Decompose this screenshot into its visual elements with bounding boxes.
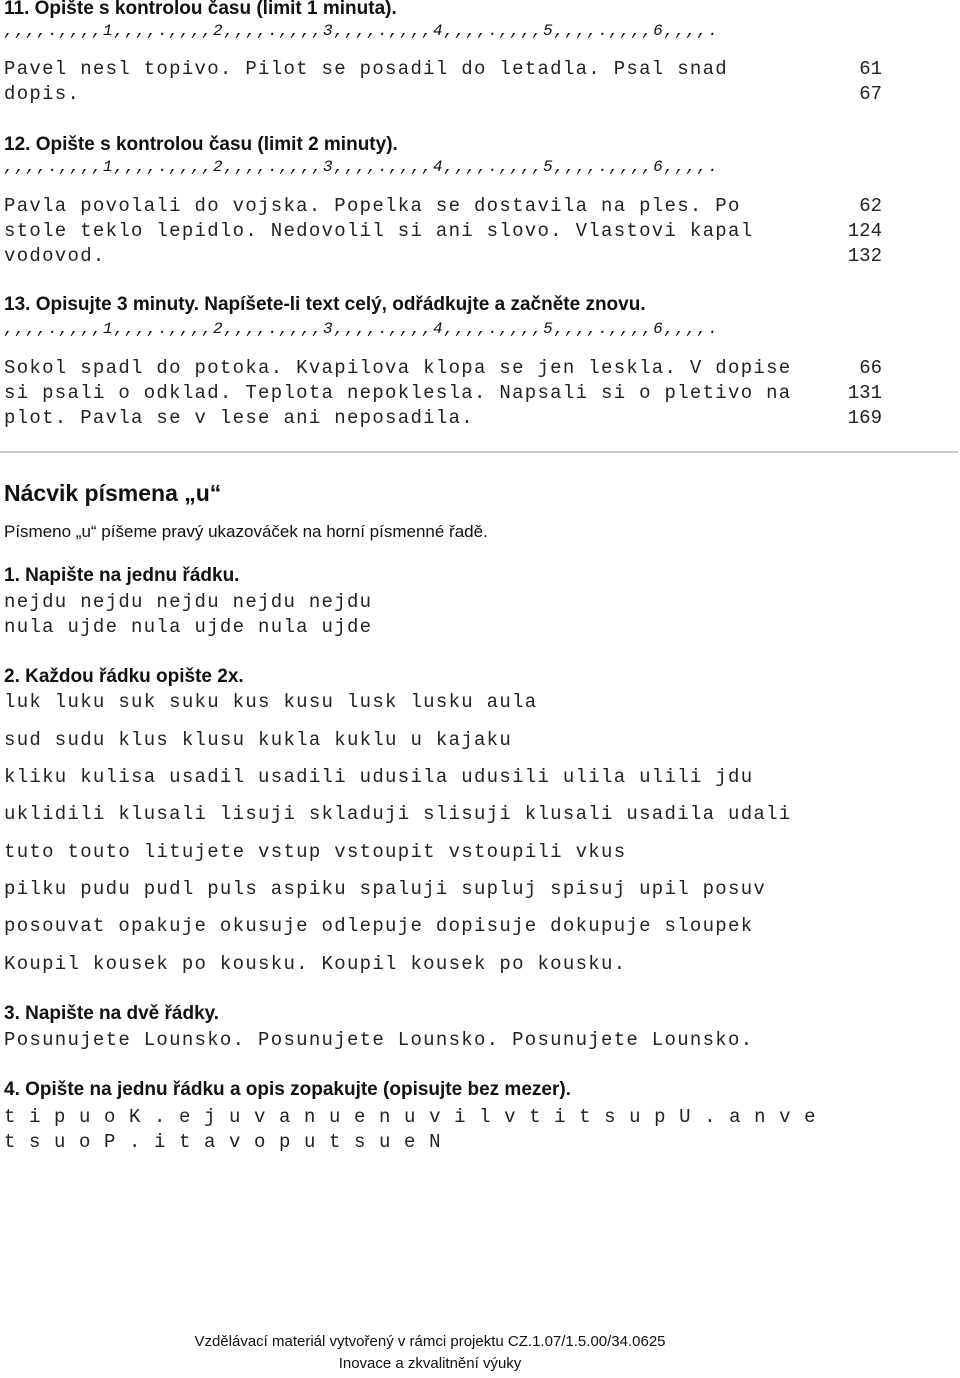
character-count: 132 [847, 245, 882, 267]
practice-line: Koupil kousek po kousku. Koupil kousek po kousku. [4, 953, 627, 975]
exercise-13-heading: 13. Opisujte 3 minuty. Napíšete-li text celý, odřádkujte a začněte znovu. [4, 294, 646, 315]
practice-line: posouvat opakuje okusuje odlepuje dopisuje dokupuje sloupek [4, 915, 754, 937]
character-count: 62 [859, 195, 882, 217]
character-ruler: ,,,,.,,,,1,,,,.,,,,2,,,,.,,,,3,,,,.,,,,4,,,,.,,,,5,,,,.,,,,6,,,,. [4, 158, 720, 176]
task-2-heading: 2. Každou řádku opište 2x. [4, 666, 244, 687]
text-line: plot. Pavla se v lese ani neposadila. [4, 407, 474, 429]
practice-line: t s u o P . i t a v o p u t s u e N [4, 1131, 442, 1153]
character-ruler: ,,,,.,,,,1,,,,.,,,,2,,,,.,,,,3,,,,.,,,,4,,,,.,,,,5,,,,.,,,,6,,,,. [4, 320, 720, 338]
practice-line: pilku pudu pudl puls aspiku spaluji supluj spisuj upil posuv [4, 878, 767, 900]
character-count: 169 [847, 407, 882, 429]
character-ruler: ,,,,.,,,,1,,,,.,,,,2,,,,.,,,,3,,,,.,,,,4,,,,.,,,,5,,,,.,,,,6,,,,. [4, 22, 720, 40]
footer-subtitle-line: Inovace a zkvalitnění výuky [338, 1355, 522, 1372]
task-1-heading: 1. Napište na jednu řádku. [4, 565, 240, 586]
character-count: 131 [847, 382, 882, 404]
text-line: Pavla povolali do vojska. Popelka se dostavila na ples. Po [4, 195, 741, 217]
footer-project-line: Vzdělávací materiál vytvořený v rámci projektu CZ.1.07/1.5.00/34.0625 [194, 1333, 666, 1350]
task-3-heading: 3. Napište na dvě řádky. [4, 1003, 220, 1024]
section-subtitle: Písmeno „u“ píšeme pravý ukazováček na horní písmenné řadě. [4, 522, 488, 541]
practice-line: tuto touto litujete vstup vstoupit vstoupili vkus [4, 841, 627, 863]
task-4-heading: 4. Opište na jednu řádku a opis zopakujte (opisujte bez mezer). [4, 1079, 571, 1100]
character-count: 124 [847, 220, 882, 242]
exercise-11-heading: 11. Opište s kontrolou času (limit 1 minuta). [4, 0, 397, 19]
practice-line: t i p u o K . e j u v a n u e n u v i l v t i t s u p U . a n v e [4, 1106, 817, 1128]
text-line: stole teklo lepidlo. Nedovolil si ani slovo. Vlastovi kapal [4, 220, 754, 242]
text-line: dopis. [4, 83, 81, 105]
section-title: Nácvik písmena „u“ [4, 480, 222, 506]
character-count: 67 [859, 83, 882, 105]
text-line: si psali o odklad. Teplota nepoklesla. Napsali si o pletivo na [4, 382, 792, 404]
exercise-12-heading: 12. Opište s kontrolou času (limit 2 minuty). [4, 134, 398, 155]
practice-line: luk luku suk suku kus kusu lusk lusku aula [4, 691, 538, 713]
text-line: vodovod. [4, 245, 106, 267]
character-count: 61 [859, 58, 882, 80]
text-line: Sokol spadl do potoka. Kvapilova klopa se jen leskla. V dopise [4, 357, 792, 379]
section-divider [0, 451, 958, 453]
practice-line: nejdu nejdu nejdu nejdu nejdu [4, 591, 373, 613]
character-count: 66 [859, 357, 882, 379]
practice-line: kliku kulisa usadil usadili udusila udusili ulila ulili jdu [4, 766, 754, 788]
text-line: Pavel nesl topivo. Pilot se posadil do letadla. Psal snad [4, 58, 729, 80]
practice-line: uklidili klusali lisuji skladuji slisuji klusali usadila udali [4, 803, 792, 825]
practice-line: Posunujete Lounsko. Posunujete Lounsko. Posunujete Lounsko. [4, 1029, 754, 1051]
practice-line: sud sudu klus klusu kukla kuklu u kajaku [4, 729, 513, 751]
practice-line: nula ujde nula ujde nula ujde [4, 616, 373, 638]
